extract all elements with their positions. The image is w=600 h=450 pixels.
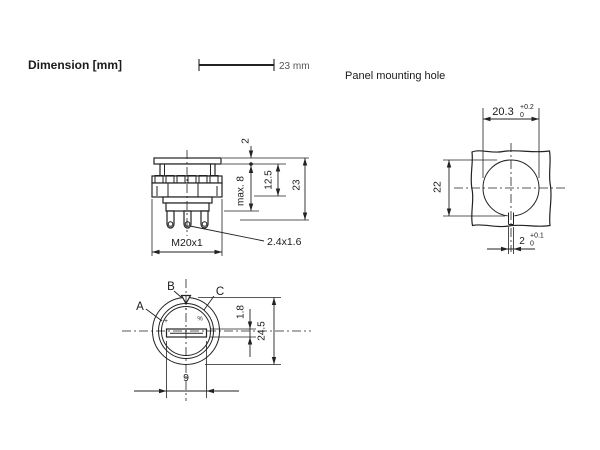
terminal-pin bbox=[184, 211, 191, 228]
notch-tolerance-lower: 0 bbox=[530, 240, 534, 248]
scale-bar bbox=[199, 59, 274, 71]
dim-thread-label: M20x1 bbox=[171, 237, 203, 249]
terminal-base bbox=[166, 203, 209, 211]
dim-slot-height-label: 1.8 bbox=[235, 305, 247, 319]
front-view bbox=[122, 279, 311, 401]
hole-tolerance-lower: 0 bbox=[520, 112, 524, 119]
left-mark: + bbox=[164, 318, 168, 325]
scale-bar-value: 23 mm bbox=[279, 61, 310, 72]
label-c: C bbox=[215, 286, 225, 298]
header bbox=[28, 58, 445, 82]
dim-total-depth bbox=[292, 158, 308, 220]
label-a: A bbox=[136, 301, 144, 313]
dim-hole-total-height bbox=[432, 160, 452, 216]
dim-bushing-length-label: 12.5 bbox=[263, 170, 275, 190]
label-b: B bbox=[167, 281, 175, 293]
housing bbox=[160, 164, 215, 176]
dim-total-depth-label: 23 bbox=[291, 179, 303, 191]
right-mark: % bbox=[197, 316, 203, 323]
side-view bbox=[152, 138, 309, 256]
terminal-pin bbox=[167, 211, 174, 228]
dimension-units-label: Dimension [mm] bbox=[28, 58, 123, 72]
dim-notch-width-label: 2 bbox=[519, 236, 525, 247]
collar bbox=[163, 197, 212, 203]
dim-flange-thickness-label: 2 bbox=[240, 138, 252, 144]
switch-body-side bbox=[152, 150, 222, 236]
panel-hole-view bbox=[432, 104, 567, 254]
part-labels bbox=[136, 281, 224, 321]
terminal-pin bbox=[201, 211, 208, 228]
notch-tolerance-upper: +0.1 bbox=[530, 232, 544, 240]
dim-terminal-size bbox=[190, 226, 302, 248]
dim-slot-width bbox=[134, 372, 239, 393]
dim-hole-height-label: 22 bbox=[431, 181, 444, 193]
panel-hole-caption: Panel mounting hole bbox=[345, 70, 446, 82]
dim-notch-width bbox=[487, 233, 544, 252]
dim-terminal-size-label: 2.4x1.6 bbox=[267, 236, 302, 248]
dim-slot-width-label: 9 bbox=[183, 372, 189, 384]
dim-thread bbox=[152, 237, 222, 254]
dim-bezel-diameter-label: 24.5 bbox=[256, 321, 268, 341]
dim-hole-diameter bbox=[483, 104, 539, 121]
dim-bezel-diameter bbox=[257, 298, 277, 365]
top-mark: ▫ bbox=[185, 306, 187, 313]
dim-bushing-length bbox=[264, 164, 281, 196]
dim-flange-thickness bbox=[241, 138, 254, 166]
dim-max-panel-label: max. 8 bbox=[235, 175, 247, 207]
dim-hole-diameter-label: 20.3 bbox=[492, 106, 514, 118]
dim-max-panel-thickness bbox=[236, 164, 254, 211]
flange bbox=[154, 158, 221, 164]
hole-tolerance-upper: +0.2 bbox=[520, 104, 534, 111]
